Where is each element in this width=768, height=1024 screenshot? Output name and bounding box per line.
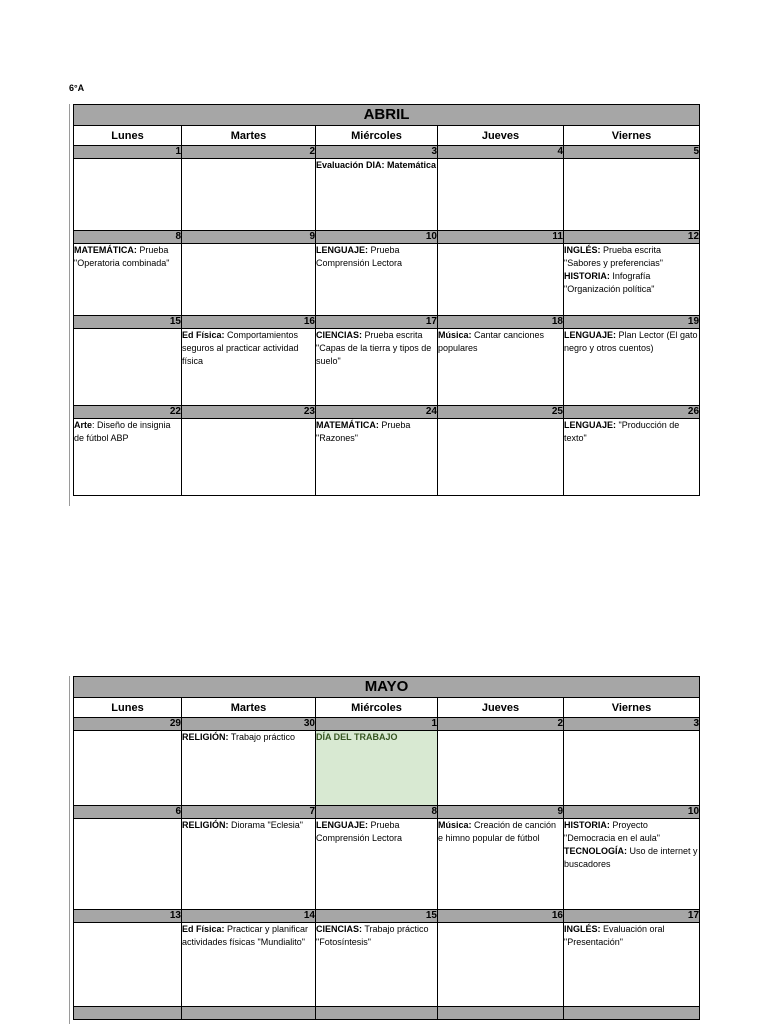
- day-cell: [438, 731, 564, 806]
- day-cell: [316, 923, 438, 1007]
- day-cell: [74, 244, 182, 316]
- day-number: 6: [74, 806, 182, 819]
- day-cell: [182, 923, 316, 1007]
- day-cell: [438, 244, 564, 316]
- weekday-header: Jueves: [438, 126, 564, 146]
- day-number: 30: [182, 718, 316, 731]
- event-subject: Arte: [74, 420, 93, 430]
- day-cell: [564, 731, 700, 806]
- event-subject: LENGUAJE:: [564, 420, 617, 430]
- day-cell: [74, 329, 182, 406]
- day-number: 13: [74, 910, 182, 923]
- event-subject: INGLÉS:: [564, 924, 601, 934]
- day-number: 12: [564, 231, 700, 244]
- day-number: 25: [438, 406, 564, 419]
- event-description: Prueba "Razones": [316, 420, 411, 443]
- weekday-header: Lunes: [74, 126, 182, 146]
- day-number: 17: [316, 316, 438, 329]
- event-description: Plan Lector (El gato negro y otros cuentos): [564, 330, 698, 353]
- day-number: 15: [74, 316, 182, 329]
- week-content-row: [74, 329, 700, 406]
- day-cell: [564, 159, 700, 231]
- calendar-abril: [73, 104, 700, 496]
- day-cell: [182, 819, 316, 910]
- event-description: Evaluación oral "Presentación": [564, 924, 665, 947]
- day-cell: [564, 923, 700, 1007]
- day-cell: [74, 923, 182, 1007]
- day-cell: [316, 419, 438, 496]
- event-subject: MATEMÁTICA:: [316, 420, 379, 430]
- event-description: Prueba escrita "Capas de la tierra y tipos de suelo": [316, 330, 432, 366]
- day-cell: [74, 159, 182, 231]
- day-cell: [182, 731, 316, 806]
- day-number: 7: [182, 806, 316, 819]
- week-content-row: [74, 731, 700, 806]
- day-cell: [316, 244, 438, 316]
- event-subject: LENGUAJE:: [316, 820, 369, 830]
- day-number: [182, 1007, 316, 1020]
- day-cell: [316, 731, 438, 806]
- day-number: 3: [564, 718, 700, 731]
- event-description: Infografía "Organización política": [564, 271, 655, 294]
- day-number: [316, 1007, 438, 1020]
- event-description: Trabajo práctico: [228, 732, 296, 742]
- day-cell: [182, 419, 316, 496]
- page-edge-line: [69, 104, 70, 506]
- weekday-header: Martes: [182, 126, 316, 146]
- day-number: 23: [182, 406, 316, 419]
- event-subject: INGLÉS:: [564, 245, 601, 255]
- week-content-row: [74, 159, 700, 231]
- day-number: 16: [438, 910, 564, 923]
- day-number: 8: [74, 231, 182, 244]
- event-description: Cantar canciones populares: [438, 330, 545, 353]
- day-number: 2: [438, 718, 564, 731]
- event-subject: LENGUAJE:: [564, 330, 617, 340]
- day-number-row: [74, 406, 700, 419]
- day-number: 18: [438, 316, 564, 329]
- day-number: 17: [564, 910, 700, 923]
- month-title-abril: ABRIL: [74, 105, 700, 126]
- week-content-row: [74, 923, 700, 1007]
- day-cell: [74, 419, 182, 496]
- day-number: [74, 1007, 182, 1020]
- day-number-row: [74, 718, 700, 731]
- day-number: 11: [438, 231, 564, 244]
- event-description: Prueba "Operatoria combinada": [74, 245, 170, 268]
- event-subject: HISTORIA:: [564, 820, 610, 830]
- day-cell: [438, 329, 564, 406]
- weekday-header: Miércoles: [316, 698, 438, 718]
- day-number: 8: [316, 806, 438, 819]
- calendar-mayo: [73, 676, 700, 1020]
- event-subject: Evaluación DIA: Matemática: [316, 160, 437, 170]
- day-number: 22: [74, 406, 182, 419]
- day-cell: [438, 159, 564, 231]
- week-content-row: [74, 419, 700, 496]
- weekday-header: Lunes: [74, 698, 182, 718]
- month-title-mayo: MAYO: [74, 677, 700, 698]
- weekday-header: Viernes: [564, 126, 700, 146]
- weekday-header: Miércoles: [316, 126, 438, 146]
- event-subject: Ed Física:: [182, 330, 225, 340]
- day-cell: [564, 819, 700, 910]
- event-subject: TECNOLOGÍA:: [564, 846, 627, 856]
- day-number: 10: [316, 231, 438, 244]
- event-subject: LENGUAJE:: [316, 245, 369, 255]
- day-number: [564, 1007, 700, 1020]
- day-cell: [316, 329, 438, 406]
- grade-label: 6°A: [69, 83, 85, 93]
- day-cell: [182, 244, 316, 316]
- day-cell: [438, 923, 564, 1007]
- day-number: 14: [182, 910, 316, 923]
- event-description: : Diseño de insignia de fútbol ABP: [74, 420, 171, 443]
- day-number: 9: [438, 806, 564, 819]
- event-description: Prueba escrita "Sabores y preferencias": [564, 245, 663, 268]
- event-subject: Música:: [438, 820, 472, 830]
- week-content-row: [74, 819, 700, 910]
- day-cell: [316, 819, 438, 910]
- day-number: 16: [182, 316, 316, 329]
- weekday-header: Martes: [182, 698, 316, 718]
- weekday-header: Viernes: [564, 698, 700, 718]
- event-subject: RELIGIÓN:: [182, 820, 229, 830]
- day-cell: [438, 419, 564, 496]
- day-number: 4: [438, 146, 564, 159]
- week-content-row: [74, 244, 700, 316]
- day-number-row: [74, 146, 700, 159]
- day-cell: [182, 159, 316, 231]
- event-description: Comportamientos seguros al practicar actividad física: [182, 330, 299, 366]
- day-number: 24: [316, 406, 438, 419]
- event-description: Trabajo práctico "Fotosíntesis": [316, 924, 429, 947]
- day-cell: [438, 819, 564, 910]
- day-number: 19: [564, 316, 700, 329]
- day-cell: [74, 731, 182, 806]
- day-cell: [564, 329, 700, 406]
- day-number: 10: [564, 806, 700, 819]
- day-number-row: [74, 1007, 700, 1020]
- day-number: 29: [74, 718, 182, 731]
- event-subject: Ed Física:: [182, 924, 225, 934]
- day-number-row: [74, 316, 700, 329]
- holiday-label: DÍA DEL TRABAJO: [316, 732, 398, 742]
- event-subject: RELIGIÓN:: [182, 732, 229, 742]
- event-description: "Producción de texto": [564, 420, 680, 443]
- event-subject: CIENCIAS:: [316, 330, 363, 340]
- event-subject: MATEMÁTICA:: [74, 245, 137, 255]
- event-description: Prueba Comprensión Lectora: [316, 245, 403, 268]
- event-description: Diorama "Eclesia": [228, 820, 303, 830]
- page-edge-line: [69, 676, 70, 1024]
- day-cell: [74, 819, 182, 910]
- day-number: 5: [564, 146, 700, 159]
- day-number: 3: [316, 146, 438, 159]
- event-subject: CIENCIAS:: [316, 924, 363, 934]
- day-number-row: [74, 910, 700, 923]
- day-number: 9: [182, 231, 316, 244]
- day-number: 2: [182, 146, 316, 159]
- day-number: 15: [316, 910, 438, 923]
- day-number: [438, 1007, 564, 1020]
- weekday-header: Jueves: [438, 698, 564, 718]
- day-number: 1: [74, 146, 182, 159]
- event-description: Practicar y planificar actividades físicas "Mundialito": [182, 924, 309, 947]
- event-subject: HISTORIA:: [564, 271, 610, 281]
- event-description: Prueba Comprensión Lectora: [316, 820, 403, 843]
- day-number: 1: [316, 718, 438, 731]
- event-subject: Música:: [438, 330, 472, 340]
- day-number-row: [74, 231, 700, 244]
- event-description: Proyecto "Democracia en el aula": [564, 820, 660, 843]
- day-number: 26: [564, 406, 700, 419]
- day-cell: [182, 329, 316, 406]
- day-cell: [564, 244, 700, 316]
- day-number-row: [74, 806, 700, 819]
- event-description: Uso de internet y buscadores: [564, 846, 698, 869]
- event-description: Creación de canción e himno popular de fútbol: [438, 820, 557, 843]
- day-cell: [564, 419, 700, 496]
- day-cell: [316, 159, 438, 231]
